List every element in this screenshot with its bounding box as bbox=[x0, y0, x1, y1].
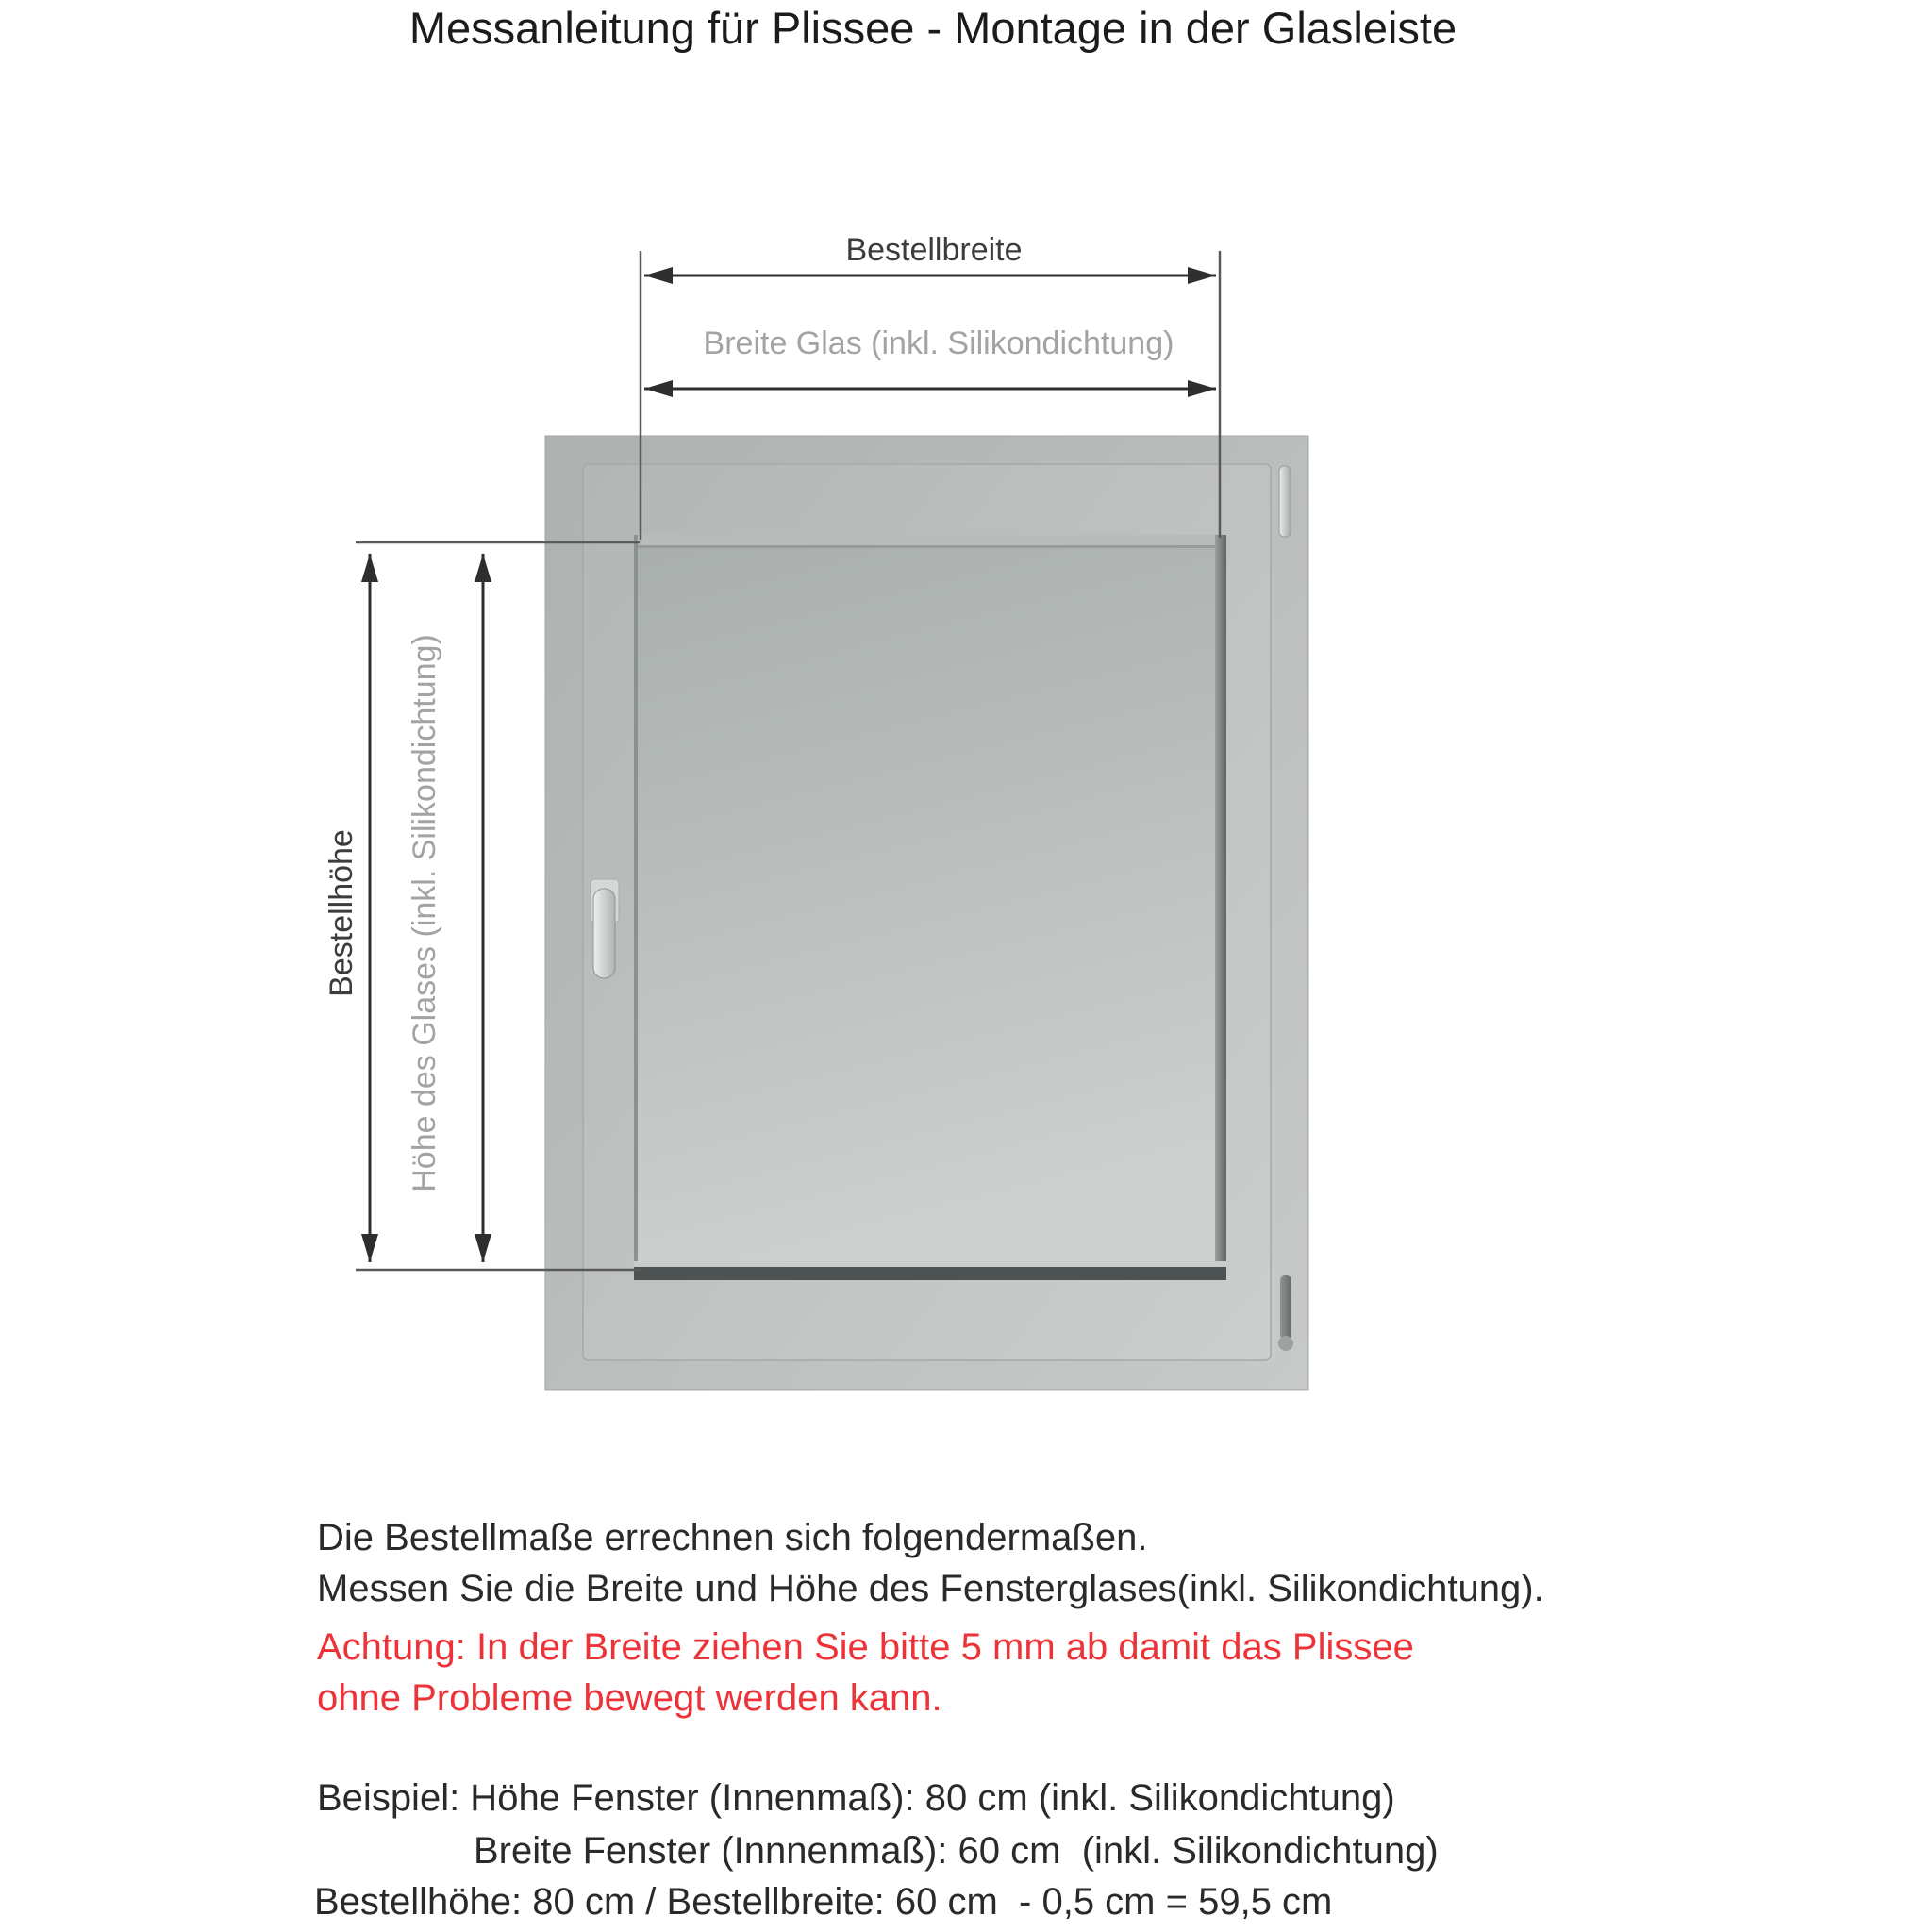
hinge-bottom-knob bbox=[1278, 1336, 1293, 1351]
glass-edge-left bbox=[634, 535, 638, 1280]
label-order-height: Bestellhöhe bbox=[323, 829, 359, 997]
glass-bevel-right bbox=[1215, 535, 1226, 1280]
label-glass-height: Höhe des Glases (inkl. Silikondichtung) bbox=[406, 634, 442, 1192]
label-order-width: Bestellbreite bbox=[845, 232, 1023, 268]
window-handle-grip bbox=[593, 889, 615, 978]
page-title: Messanleitung für Plissee - Montage in der Glasleiste bbox=[408, 3, 1457, 53]
glass-bevel-bottom bbox=[634, 1267, 1226, 1280]
label-glass-width: Breite Glas (inkl. Silikondichtung) bbox=[703, 325, 1174, 361]
example-line-2: Breite Fenster (Innnenmaß): 60 cm (inkl. Silikondichtung) bbox=[474, 1830, 1439, 1872]
glazing-bead-top bbox=[634, 535, 1226, 545]
glazing-bead-top-shadow bbox=[634, 545, 1226, 548]
hinge-bottom bbox=[1280, 1275, 1291, 1340]
example-line-3: Bestellhöhe: 80 cm / Bestellbreite: 60 cm - 0,5 cm = 59,5 cm bbox=[314, 1881, 1333, 1923]
window-illustration bbox=[545, 436, 1308, 1390]
hinge-top bbox=[1279, 466, 1291, 537]
instruction-line-2: Messen Sie die Breite und Höhe des Fensterglases(inkl. Silikondichtung). bbox=[317, 1568, 1544, 1609]
window-glass bbox=[634, 535, 1226, 1280]
instruction-line-1: Die Bestellmaße errechnen sich folgendermaßen. bbox=[317, 1517, 1148, 1558]
warning-line-1: Achtung: In der Breite ziehen Sie bitte 5 mm ab damit das Plissee bbox=[317, 1626, 1414, 1668]
example-line-1: Beispiel: Höhe Fenster (Innenmaß): 80 cm (inkl. Silikondichtung) bbox=[317, 1777, 1395, 1819]
glass-bevel-bottom-highlight bbox=[634, 1261, 1226, 1267]
warning-line-2: ohne Probleme bewegt werden kann. bbox=[317, 1677, 942, 1719]
